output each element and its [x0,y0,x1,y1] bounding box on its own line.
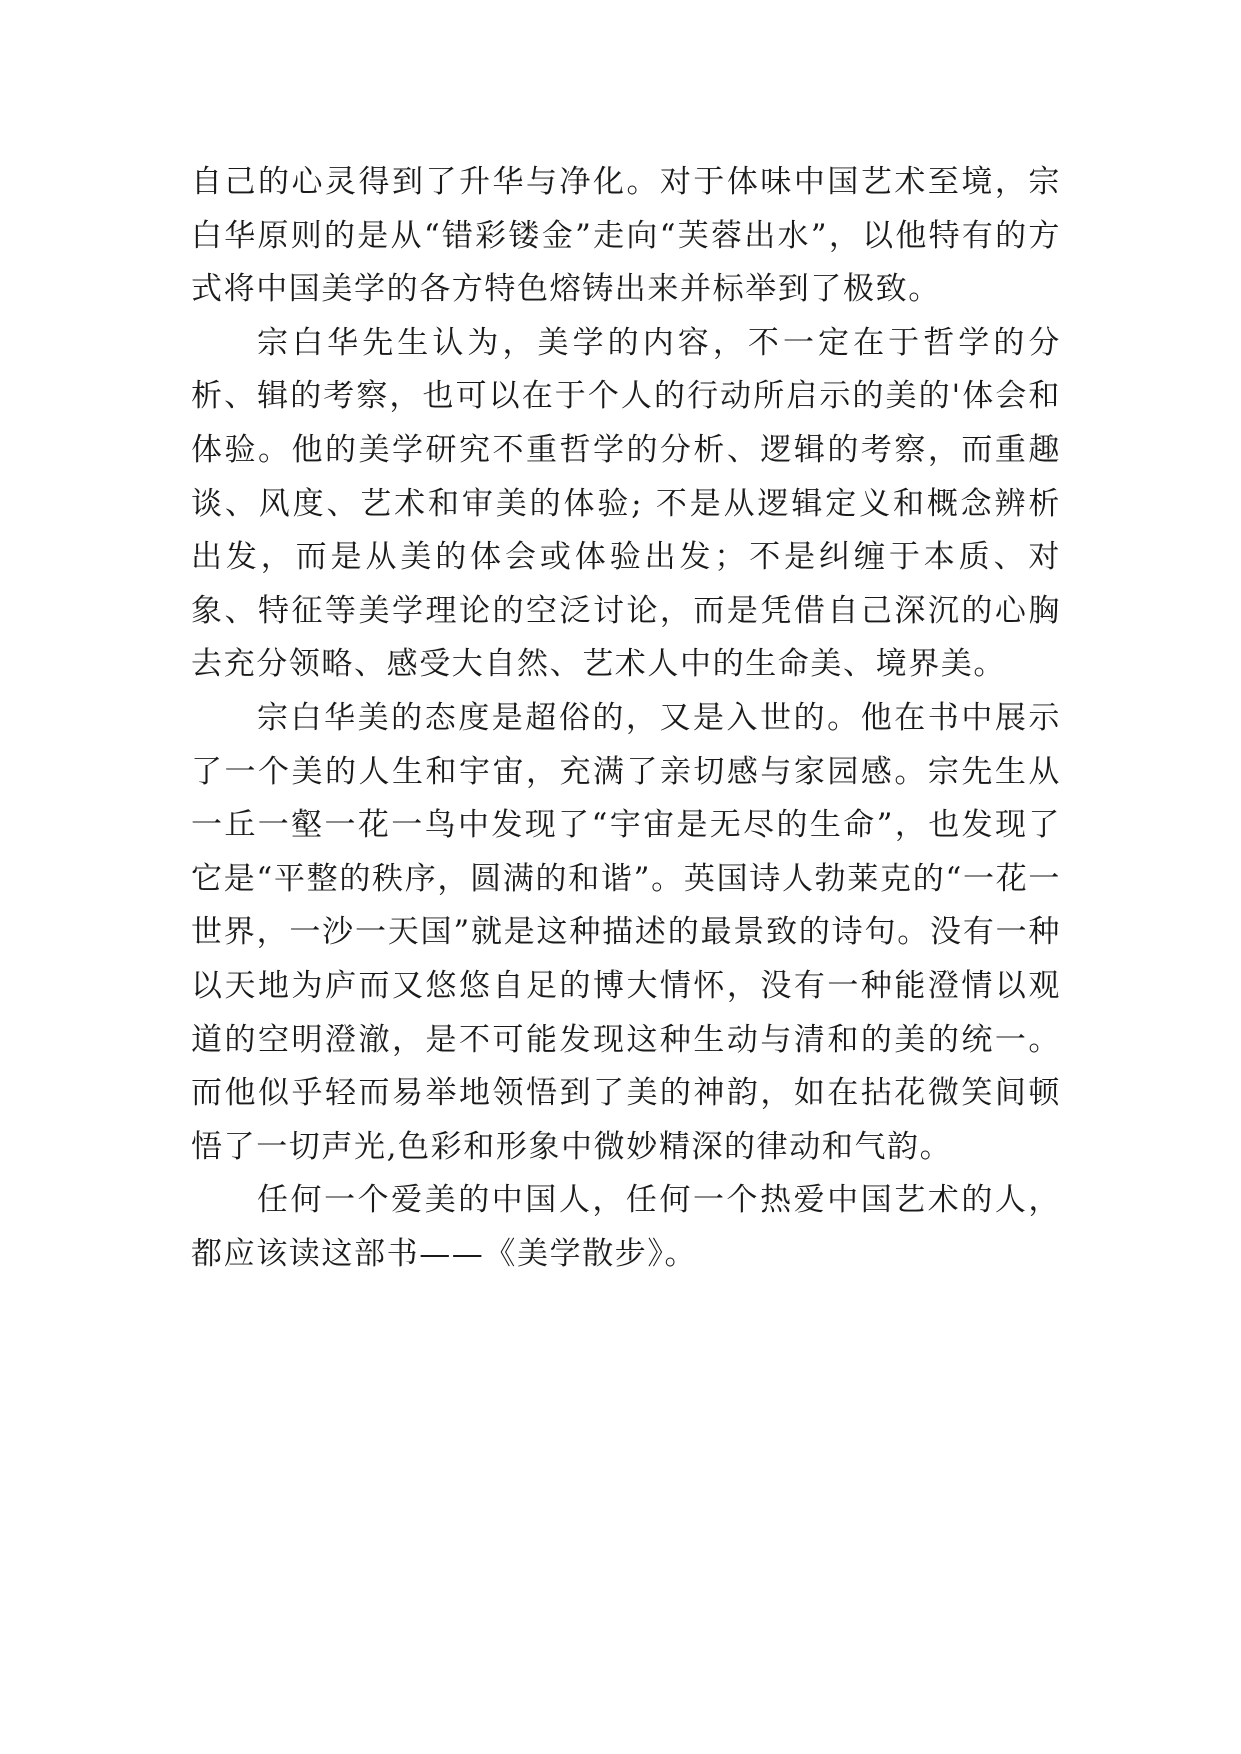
body-text [191,156,1061,1281]
paragraph-zong-view: 宗白华先生认为，美学的内容，不一定在于哲学的分析、辑的考察，也可以在于个人的行动所启示的美的'体会和体验。他的美学研究不重哲学的分析、逻辑的考察，而重趣谈、风度、艺术和审美的体验; 不是从逻辑定义和概念辨析出发，而是从美的体会或体验出发；不是纠缠于本质、对象、特征等美学理论的空泛讨论，而是凭借自己深沉的心胸去充分领略、感受大自然、艺术人中的生命美、境界美。 [191,324,1061,683]
paragraph-continuation: 自己的心灵得到了升华与净化。对于体味中国艺术至境，宗白华原则的是从“错彩镂金”走向“芙蓉出水”，以他特有的方式将中国美学的各方特色熔铸出来并标举到了极致。 [191,164,1061,308]
paragraph-zong-attitude: 宗白华美的态度是超俗的，又是入世的。他在书中展示了一个美的人生和宇宙，充满了亲切感与家园感。宗先生从一丘一壑一花一鸟中发现了“宇宙是无尽的生命”，也发现了它是“平整的秩序，圆满的和谐”。英国诗人勃莱克的“一花一世界，一沙一天国”就是这种描述的最景致的诗句。没有一种以天地为庐而又悠悠自足的博大情怀，没有一种能澄情以观道的空明澄澈，是不可能发现这种生动与清和的美的统一。而他似乎轻而易举地领悟到了美的神韵，如在拈花微笑间顿悟了一切声光,色彩和形象中微妙精深的律动和气韵。 [191,699,1061,1165]
paragraph-recommendation: 任何一个爱美的中国人，任何一个热爱中国艺术的人，都应该读这部书——《美学散步》。 [191,1182,1061,1272]
